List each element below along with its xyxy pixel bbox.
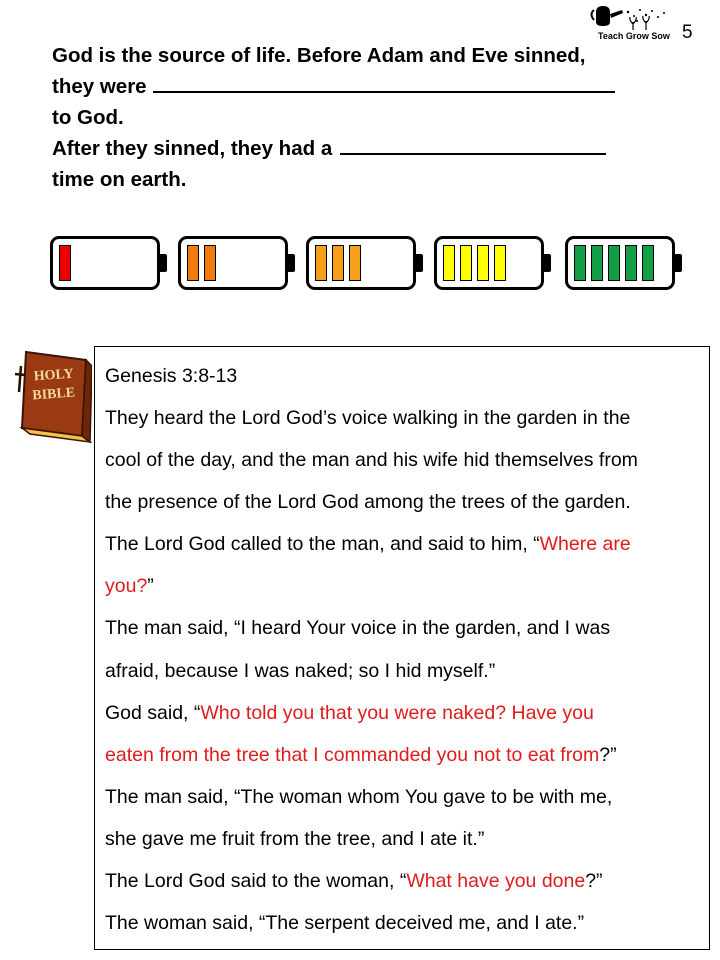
battery-charge-bar (204, 245, 216, 281)
battery-charge-bar (59, 245, 71, 281)
question-line-4-text: After they sinned, they had a (52, 137, 333, 160)
logo-text: Teach Grow Sow (598, 31, 670, 41)
battery-terminal (288, 254, 295, 272)
god-quote-text: Where are (539, 533, 631, 556)
answer-blank-1[interactable] (153, 71, 615, 93)
battery-terminal (675, 254, 682, 272)
scripture-reference: Genesis 3:8-13 (105, 365, 238, 387)
battery-terminal (416, 254, 423, 272)
battery-charge-bar (460, 245, 472, 281)
bible-line-1: HOLY (33, 366, 75, 385)
passage-line: she gave me fruit from the tree, and I ate it.” (105, 827, 485, 850)
battery-charge-bar (642, 245, 654, 281)
question-line-4 (52, 133, 615, 164)
passage-line (105, 860, 709, 902)
passage-line (105, 734, 709, 776)
scripture-passage-box (94, 346, 710, 950)
battery-charge-bar (574, 245, 586, 281)
passage-line: cool of the day, and the man and his wife hid themselves from (105, 449, 638, 472)
holy-bible-icon (12, 348, 92, 448)
question-line-3: to God. (52, 106, 124, 129)
battery-charge-bar (494, 245, 506, 281)
question-line-2 (52, 71, 615, 102)
passage-text: ?” (599, 743, 617, 766)
battery-terminal (160, 254, 167, 272)
question-line-1: God is the source of life. Before Adam and Eve sinned, (52, 44, 586, 67)
battery-charge-bar (443, 245, 455, 281)
battery-charge-bar (625, 245, 637, 281)
god-quote-text: eaten from the tree that I commanded you not to eat from (105, 743, 600, 766)
battery-charge-bar (187, 245, 199, 281)
battery-icon (434, 236, 544, 290)
question-block (52, 40, 615, 195)
battery-charge-bar (349, 245, 361, 281)
battery-icon (565, 236, 675, 290)
god-quote-text: Who told you that you were naked? Have you (200, 701, 594, 724)
passage-text: ?” (585, 870, 603, 893)
passage-line (105, 692, 709, 734)
passage-text: The Lord God called to the man, and said to him, “ (105, 533, 540, 556)
question-line-5: time on earth. (52, 168, 187, 191)
passage-line: The man said, “I heard Your voice in the garden, and I was (105, 617, 611, 640)
passage-line: the presence of the Lord God among the trees of the garden. (105, 491, 631, 514)
battery-charge-bar (332, 245, 344, 281)
passage-line: The man said, “The woman whom You gave to be with me, (105, 785, 613, 808)
passage-text: ” (147, 575, 154, 598)
god-quote-text: What have you done (406, 870, 586, 893)
battery-level-row (50, 236, 686, 296)
passage-line (105, 523, 709, 565)
passage-line: afraid, because I was naked; so I hid myself.” (105, 659, 496, 682)
bible-line-2: BIBLE (31, 385, 76, 404)
battery-charge-bar (591, 245, 603, 281)
passage-line: The woman said, “The serpent deceived me, and I ate.” (105, 912, 585, 935)
battery-charge-bar (477, 245, 489, 281)
page-number: 5 (682, 22, 693, 43)
question-line-2-text: they were (52, 75, 147, 98)
passage-text: The Lord God said to the woman, “ (105, 870, 407, 893)
battery-icon (178, 236, 288, 290)
battery-charge-bar (315, 245, 327, 281)
battery-terminal (544, 254, 551, 272)
passage-text: God said, “ (105, 701, 201, 724)
god-quote-text: you? (105, 575, 148, 598)
battery-charge-bar (608, 245, 620, 281)
battery-icon (50, 236, 160, 290)
passage-line (105, 565, 709, 607)
answer-blank-2[interactable] (340, 133, 606, 155)
battery-icon (306, 236, 416, 290)
passage-line: They heard the Lord God’s voice walking in the garden in the (105, 407, 631, 429)
